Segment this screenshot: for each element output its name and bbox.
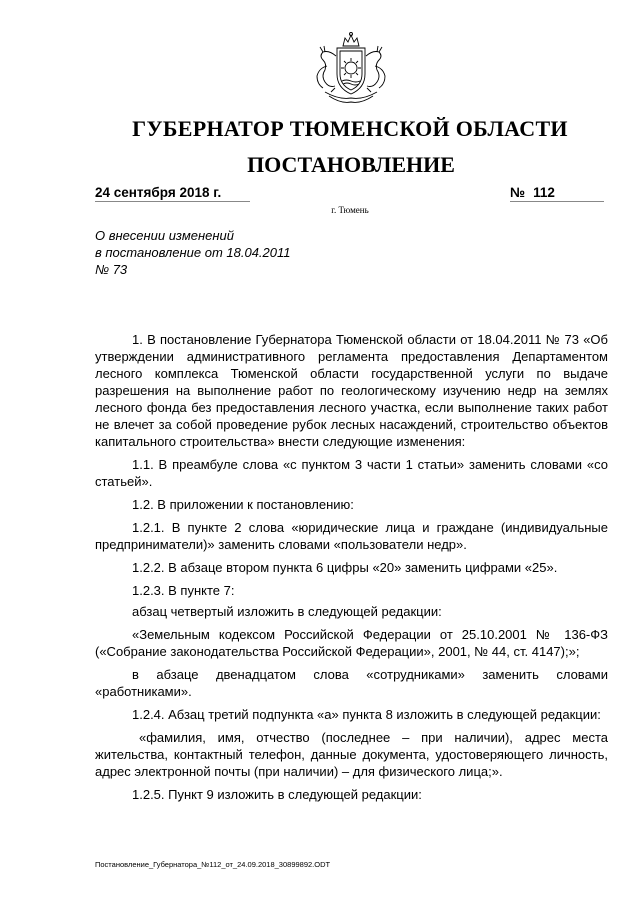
subject-line: в постановление от 18.04.2011 [95,245,291,260]
body-paragraph: в абзаце двенадцатом слова «сотрудниками» заменить словами «работниками». [95,667,608,699]
coat-of-arms-icon [309,30,393,106]
document-body [95,331,608,809]
body-paragraph: 1. В постановление Губернатора Тюменской области от 18.04.2011 № 73 «Об утверждении административного регламента предоставления Департаментом лесного комплекса Тюменской области государственной услуги по выдаче разрешения на выполнение работ по геологическому изучению недр на землях лесного фонда без предоставления лесного участка, если выполнение таких работ не влечет за собой проведение рубок лесных насаждений, строительство объектов капитального строительства» внести следующие изменения: [95,332,608,449]
document-type: ПОСТАНОВЛЕНИЕ [247,152,455,177]
body-paragraph: «Земельным кодексом Российской Федерации от 25.10.2001 № 136-ФЗ («Собрание законодательства Российской Федерации», 2001, № 44, ст. 4147);»; [95,627,608,659]
number-label: № [510,185,526,200]
file-footer: Постановление_Губернатора_№112_от_24.09.2018_30899892.ODT [95,860,331,869]
body-paragraph: 1.2.2. В абзаце втором пункта 6 цифры «20» заменить цифрами «25». [132,560,558,575]
body-paragraph: 1.2. В приложении к постановлению: [132,497,354,512]
subject-line: № 73 [95,262,128,277]
subject-line: О внесении изменений [95,228,234,243]
body-paragraph: 1.2.1. В пункте 2 слова «юридические лица и граждане (индивидуальные предприниматели)» заменить словами «пользователи недр». [95,520,608,552]
body-paragraph: абзац четвертый изложить в следующей редакции: [132,604,442,619]
body-paragraph: «фамилия, имя, отчество (последнее – при наличии), адрес места жительства, контактный телефон, данные документа, удостоверяющего личность, адрес электронной почты (при наличии) – для физического лица;». [95,730,608,779]
body-paragraph: 1.1. В преамбуле слова «с пунктом 3 части 1 статьи» заменить словами «со статьей». [95,457,608,489]
document-number-field [510,185,604,202]
city-line: г. Тюмень [331,205,369,215]
body-paragraph: 1.2.5. Пункт 9 изложить в следующей редакции: [132,787,422,802]
document-subject [95,227,415,278]
body-paragraph: 1.2.3. В пункте 7: [132,583,235,598]
document-date: 24 сентября 2018 г. [95,185,250,202]
body-paragraph: 1.2.4. Абзац третий подпункта «а» пункта 8 изложить в следующей редакции: [132,707,601,722]
issuer-title: ГУБЕРНАТОР ТЮМЕНСКОЙ ОБЛАСТИ [132,116,568,141]
document-number: 112 [533,185,555,200]
